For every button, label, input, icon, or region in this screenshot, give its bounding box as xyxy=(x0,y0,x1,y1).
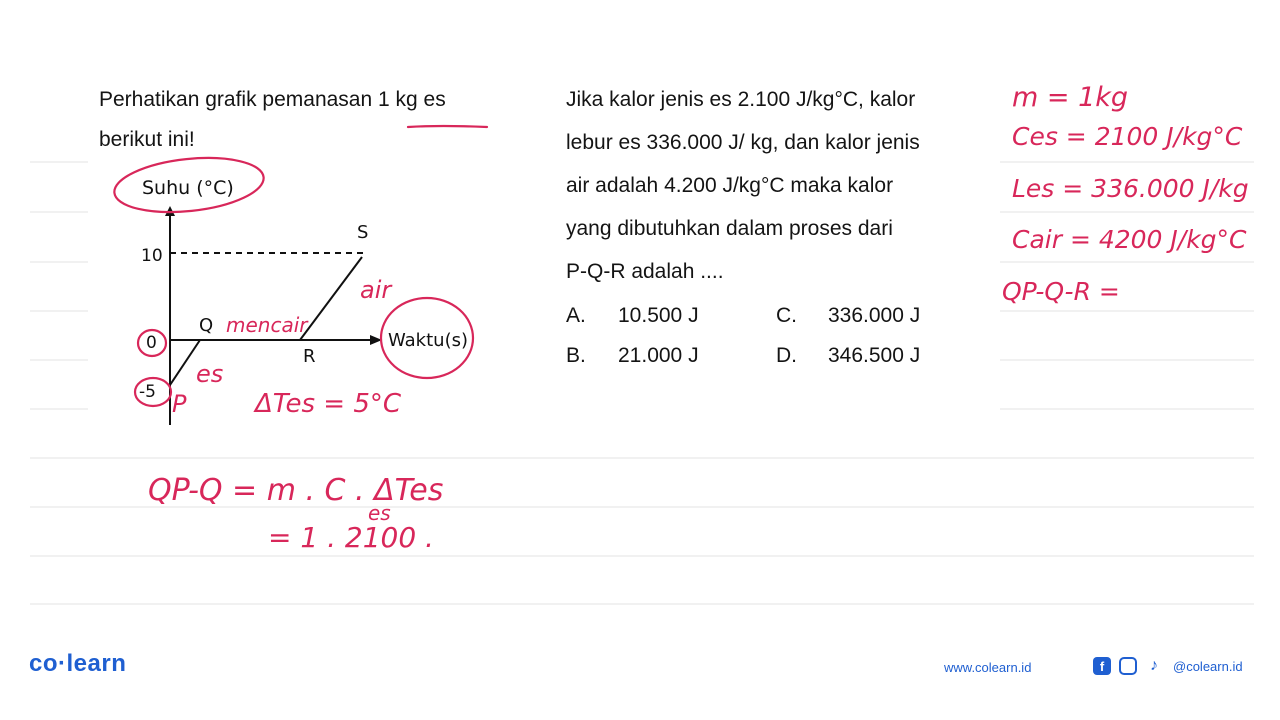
given-ces: Ces = 2100 J/kg°C xyxy=(1012,122,1243,151)
brand-dot: · xyxy=(58,650,67,677)
question-right-line2: lebur es 336.000 J/ kg, dan kalor jenis xyxy=(566,131,920,154)
footer-handle[interactable]: @colearn.id xyxy=(1173,658,1243,674)
given-q-pqr: QP-Q-R = xyxy=(1002,277,1120,306)
option-b-letter: B. xyxy=(566,344,586,367)
footer-social xyxy=(1093,657,1243,675)
colearn-logo xyxy=(29,650,126,678)
question-right-line5: P-Q-R adalah .... xyxy=(566,260,724,283)
circle-waktu xyxy=(381,298,473,378)
note-air: air xyxy=(360,276,392,304)
note-mencair: mencair xyxy=(226,313,308,337)
calc-es-subscript: es xyxy=(368,501,391,525)
tick-label-10: 10 xyxy=(141,246,163,266)
calc-line-2: = 1 . 2100 . xyxy=(268,521,434,554)
note-es: es xyxy=(196,360,224,388)
question-left-line1: Perhatikan grafik pemanasan 1 kg es xyxy=(99,88,446,111)
circle-suhu xyxy=(112,151,267,218)
tiktok-icon[interactable]: ♪ xyxy=(1145,657,1163,675)
y-axis-label: Suhu (°C) xyxy=(142,177,234,199)
option-a-letter: A. xyxy=(566,304,586,327)
instagram-icon[interactable] xyxy=(1119,657,1137,675)
footer-url-link[interactable]: www.colearn.id xyxy=(944,660,1032,675)
option-c-value: 336.000 J xyxy=(828,304,921,327)
underline-mass xyxy=(408,126,487,127)
brand-learn: learn xyxy=(66,650,127,677)
point-label-r: R xyxy=(303,346,316,367)
x-axis-label: Waktu(s) xyxy=(388,330,468,351)
calc-line-1: QP-Q = m . C . ΔTes xyxy=(148,473,444,508)
option-d-value: 346.500 J xyxy=(828,344,921,367)
question-right-line3: air adalah 4.200 J/kg°C maka kalor xyxy=(566,174,894,197)
tick-label-neg5: -5 xyxy=(139,382,156,402)
given-mass: m = 1kg xyxy=(1012,82,1129,113)
option-b-value: 21.000 J xyxy=(618,344,699,367)
option-a-value: 10.500 J xyxy=(618,304,699,327)
question-left-line2: berikut ini! xyxy=(99,128,195,151)
question-right-line4: yang dibutuhkan dalam proses dari xyxy=(566,217,893,240)
option-c-letter: C. xyxy=(776,304,797,327)
facebook-icon[interactable]: f xyxy=(1093,657,1111,675)
note-p: P xyxy=(172,390,187,418)
point-label-s: S xyxy=(357,222,369,243)
given-les: Les = 336.000 J/kg xyxy=(1012,174,1249,203)
brand-co: co xyxy=(29,650,59,677)
circle-zero xyxy=(138,330,166,356)
tick-label-0: 0 xyxy=(146,333,157,353)
option-d-letter: D. xyxy=(776,344,797,367)
point-label-q: Q xyxy=(199,315,214,336)
note-delta-t: ΔTes = 5°C xyxy=(255,389,402,419)
given-cair: Cair = 4200 J/kg°C xyxy=(1012,225,1247,254)
circle-neg5 xyxy=(135,378,171,406)
question-right-line1: Jika kalor jenis es 2.100 J/kg°C, kalor xyxy=(566,88,916,111)
